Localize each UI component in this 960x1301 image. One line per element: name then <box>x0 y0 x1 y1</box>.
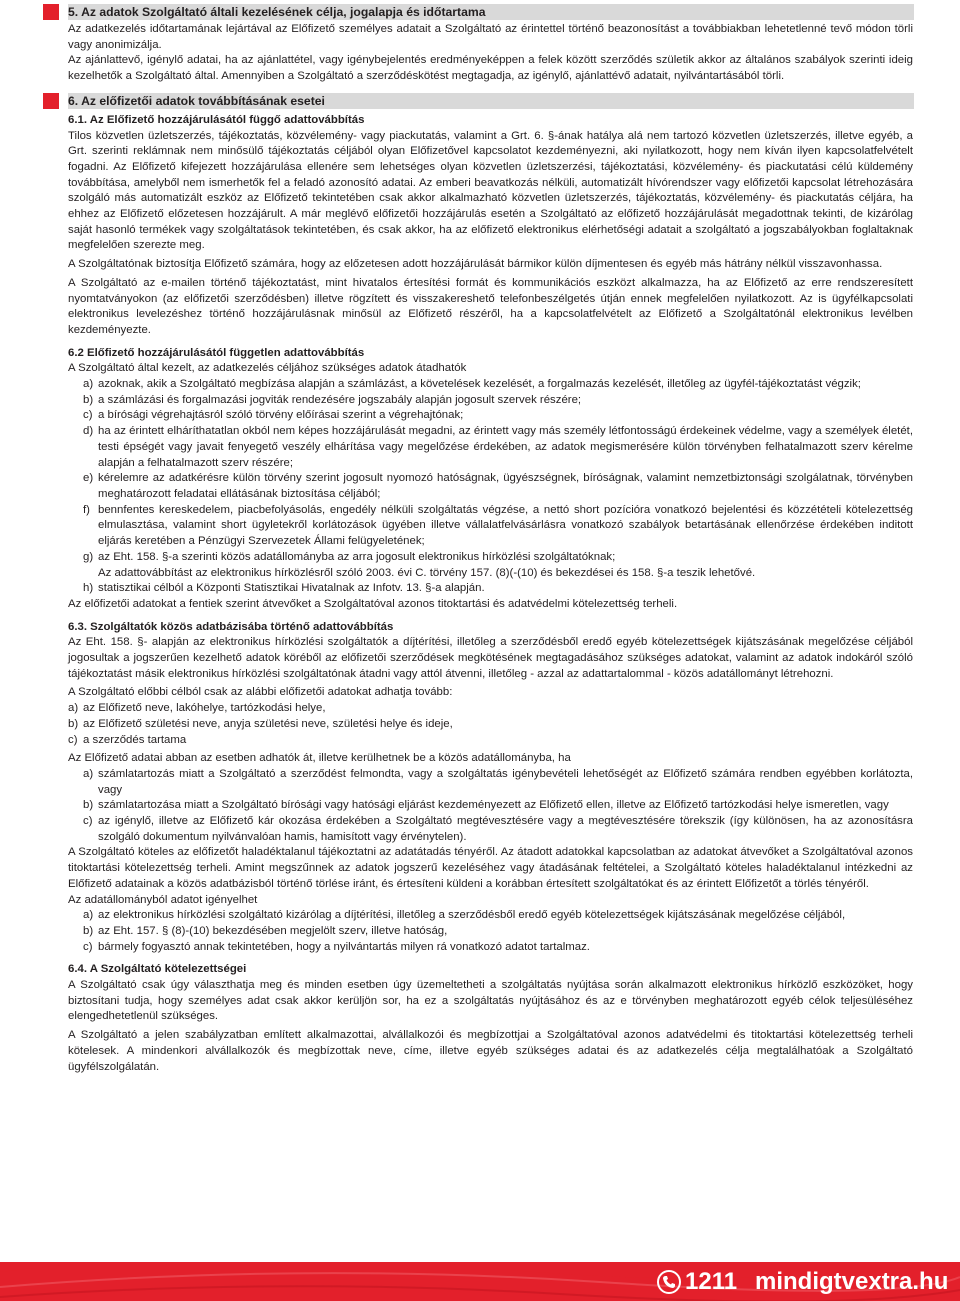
section-6-3-paragraph: Az Előfizető adatai abban az esetben adhatók át, illetve kerülhetnek be a közös adatállományba, ha <box>68 752 571 765</box>
list-item: c) az igénylő, illetve az Előfizető kár okozása érdekében a Szolgáltató megtévesztésére vagy a megtévesztésére törekszik (így különösen, ha az azonosításra szolgáló dokumentum nyilvánvalóan hamis, hamisított vagy érvénytelen). <box>83 815 913 843</box>
list-item: b) az Eht. 157. § (8)-(10) bekezdésében megjelölt szerv, illetve hatóság, <box>83 924 448 937</box>
list-item: a) azoknak, akik a Szolgáltató megbízása alapján a számlázást, a követelések kezelését, a forgalmazás kezelését, illetőleg az ügyfél-tájékoztatást végzik; <box>83 378 861 391</box>
list-item: c) a bírósági végrehajtásról szóló törvény előírásai szerint a végrehajtónak; <box>83 409 464 422</box>
section-6-3-paragraph: A Szolgáltató köteles az előfizetőt haladéktalanul tájékoztatni az adatátadás tényéről. Az átadott adatokkal kapcsolatban az adatokat átvevőket a Szolgáltatóval azonos titoktartási kötelezettség terheli. Amint megszűnnek az adatok jogszerű kezeléséhez vagy átadásának feltételei, a Szolgáltató köteles haladéktalanul intézkedni az Előfizető adatainak a közös adatbázisból történő törlése iránt, és értesíteni küldeni a korábban értesített szolgáltatókat és az érintett Előfizetőt a törlés tényéről. <box>68 846 913 890</box>
section-6-3-paragraph: A Szolgáltató előbbi célból csak az alábbi előfizetői adatokat adhatja tovább: <box>68 686 453 699</box>
document-content <box>68 4 913 1075</box>
section-6-4-paragraph: A Szolgáltató csak úgy választhatja meg és minden esetben úgy üzemeltetheti a szolgáltatás nyújtása során alkalmazott elektronikus hírközlő eszközöket, hogy biztosítani tudja, hogy személyes adat csak akkor kerüljön sor, ha ez a szolgáltatás nyújtásához és az e törvényben meghatározott egyéb célok teljesüléséhez elengedhetetlenül szükséges. <box>68 979 913 1023</box>
list-item: b) a számlázási és forgalmazási jogviták rendezésére jogszabály alapján jogosult szervek részére; <box>83 393 582 406</box>
section-6-1-heading: 6.1. Az Előfizető hozzájárulásától függő adattovábbítás <box>68 113 365 126</box>
section-5-paragraph: Az ajánlattevő, igénylő adatai, ha az ajánlattétel, vagy igénybejelentés eredményeképpen a felek között szerződés születik akkor az általános szabályok szerinti ideig kezelhetők a Szolgáltató által. Amennyiben a Szolgáltató a szerződéskötést megtagadja, az igénylő, ajánlattévő adatait, nyilvántartásából törli. <box>68 54 913 83</box>
list-item: Az adattovábbítást az elektronikus hírközlésről szóló 2003. évi C. törvény 157. (8)(-(10) és bekezdései és 158. §-a teszik lehetővé. <box>98 566 756 579</box>
section-5-paragraph: Az adatkezelés időtartamának lejártával az Előfizető személyes adatait a Szolgáltató az érintettel történő beazonosítást a továbbiakban lehetetlenné tevő módon törli vagy anonimizálja. <box>68 23 913 51</box>
list-item: f) bennfentes kereskedelem, piacbefolyásolás, engedély nélküli szolgáltatás végzése, a nettó short pozícióra vonatkozó bejelentési és közzétételi kötelezettség elmulasztása, valamint short ügyletekről korlátozások ügyében illetve vállalatfelvásárlásra vonatkozó szabályok betartásának ellenőrzése érdekében inditott eljárás keretében a Pénzügyi Szervezetek Állami felügyeletének; <box>83 503 913 548</box>
section-6-2-outro: Az előfizetői adatokat a fentiek szerint átvevőket a Szolgáltatóval azonos titoktartási és adatvédelmi kötelezettség terheli. <box>68 597 678 610</box>
list-item: c) a szerződés tartama <box>68 733 187 746</box>
section-6-1-paragraph: A Szolgáltató az e-mailen történő tájékoztatást, mint hivatalos értesítési formát és kommunikációs eszközt alkalmazza, ha az Előfizető az erre rendszeresített nyomtatványokon (az előfizetői szerződésben) illetve rögzített és visszakereshető telefonbeszélgetés útján ennek megfelelően nyilatkozott. Az is ügyfélkapcsolati elektronikus levelezéshez történő hozzájárulásnak minősül az Előfizető részéről, ha a kapcsolatfelvételt az Előfizető a Szolgáltatónál elektronikus levélben kezdeményezte. <box>68 276 913 336</box>
section-6-2-intro: A Szolgáltató által kezelt, az adatkezelés céljához szükséges adatok átadhatók <box>68 362 467 375</box>
list-item: b) az Előfizető születési neve, anyja születési neve, születési helye és ideje, <box>68 717 453 730</box>
section-6-3-list-1 <box>68 701 913 748</box>
section-6-2-list <box>68 377 913 597</box>
section-5-heading: 5. Az adatok Szolgáltató általi kezelésének célja, jogalapja és időtartama <box>68 4 914 20</box>
list-item: d) ha az érintett elháríthatatlan okból nem képes hozzájárulását megadni, az érintett vagy más személy létfontosságú érdekeinek védelme, vagy a személyek életét, testi épségét vagy javait fenyegető veszély elhárítása vagy megelőzése érdekében, az adatok megismerésére külön törvényben felhatalmazott szerv kérelme alapján a felhatalmazott szerv részére; <box>83 425 913 469</box>
list-item: h) statisztikai célból a Központi Statisztikai Hivatalnak az Infotv. 13. §-a alapján. <box>83 582 485 595</box>
list-item: c) bármely fogyasztó annak tekintetében, hogy a nyilvántartás milyen rá vonatkozó adatot tartalmaz. <box>83 940 590 953</box>
section-6-3-heading: 6.3. Szolgáltatók közös adatbázisába történő adattovábbítás <box>68 620 394 633</box>
footer-bar <box>0 1262 960 1301</box>
list-item: a) az Előfizető neve, lakóhelye, tartózkodási helye, <box>68 702 326 715</box>
section-6-3-paragraph: Az Eht. 158. §- alapján az elektronikus hírközlési szolgáltatók a díjtérítési, illetőleg a szerződésből eredő egyéb kötelezettségek kijátszásának megelőzése céljából jogosultak a jogszerűen kezelhető adatok köréből az előfizetői szerződések megkötésének megtagadásához szükséges adatokat, valamint az adatok indokáról szóló tájékoztatást másik elektronikus hírközlési szolgáltatónak átadni vagy attól átvenni, illetőleg - azzal az adattartalommal - közös adatállományt létrehozni. <box>68 636 913 680</box>
section-6-3-paragraph: Az adatállományból adatot igényelhet <box>68 893 258 906</box>
list-item: a) az elektronikus hírközlési szolgáltató kizárólag a díjtérítési, illetőleg a szerződésből eredő egyéb kötelezettségek kijátszásának megelőzése céljából, <box>83 909 846 922</box>
list-item: g) az Eht. 158. §-a szerinti közös adatállományba az arra jogosult elektronikus hírközlési szolgáltatóknak; <box>83 550 616 563</box>
list-item: a) számlatartozás miatt a Szolgáltató a szerződést felmondta, vagy a szolgáltatás igénybevételi lehetőségét az Előfizető számára rendben egyébben korlátozta, vagy <box>83 767 913 796</box>
section-6-3-list-2 <box>68 767 913 846</box>
footer-phone-number: 1211 <box>685 1268 738 1295</box>
section-6-heading: 6. Az előfizetői adatok továbbításának esetei <box>68 93 914 109</box>
section-6-1-paragraph: A Szolgáltatónak biztosítja Előfizető számára, hogy az előzetesen adott hozzájárulását bármikor külön díjmentesen és egyéb más hátrány nélkül visszavonhassa. <box>68 258 883 271</box>
section-6-2-heading: 6.2 Előfizető hozzájárulásától független adattovábbítás <box>68 346 365 359</box>
list-item: b) számlatartozása miatt a Szolgáltató bírósági vagy hatósági eljárást kezdeményezett az Előfizető ellen, illetve az Előfizető tartózkodási helye ismeretlen, vagy <box>83 799 889 812</box>
footer-phone[interactable] <box>657 1268 737 1296</box>
section-6-4-heading: 6.4. A Szolgáltató kötelezettségei <box>68 963 247 976</box>
phone-icon <box>657 1270 681 1294</box>
section-6-4-paragraph: A Szolgáltató a jelen szabályzatban említett alkalmazottai, alvállalkozói és megbízottjai a Szolgáltatóval azonos adatvédelmi és titoktartási kötelezettség terheli kötelesek. A mindenkori alvállalkozók és megbízottak neve, címe, illetve egyéb szükséges adatai és az adatkezelés célja megtalálhatóak a Szolgáltató ügyfélszolgálatán. <box>68 1029 913 1073</box>
list-item: e) kérelemre az adatkérésre külön törvény szerint jogosult nyomozó hatóságnak, ügyészségnek, bíróságnak, valamint nemzetbiztonsági szolgálatnak, törvényben meghatározott feladatai ellátásának biztosítása céljából; <box>83 472 913 500</box>
section-6-3-list-3 <box>68 908 913 955</box>
footer-website-link[interactable]: mindigtvextra.hu <box>755 1268 949 1295</box>
section-6-1-paragraph: Tilos közvetlen üzletszerzés, tájékoztatás, közvélemény- vagy piackutatás, valamint a Grt. 6. §-ának hatálya alá nem tartozó közvetlen üzletszerzés, illetve egyéb, a Grt. szerinti reklámnak nem minősülő tájékoztatás céljából olyan Előfizetővel kapcsolatot kezdeményezni, aki nyilatkozott, hogy nem kíván ilyen kapcsolatfelvételt fogadni. Az Előfizető kifejezett hozzájárulása ellenére sem lehetséges olyan közvetlen üzletszerzési, tájékoztatási, közvélemény- és piackutatási célú küldemény továbbítása, amelyből nem ismerhetők fel a feladó azonosító adatai. Az emberi beavatkozás nélküli, automatizált hívórendszer vagy előfizetői kapcsolat létrehozására szolgáló más automatizált eszköz az Előfizető tekintetében csak akkor alkalmazható közvetlen üzletszerzés, tájékoztatás, közvélemény- és piackutatás céljára, ha ehhez az Előfizető előzetesen hozzájárult. A már meglévő előfizetői hozzájárulás esetén a Szolgáltató az előfizető hozzájárulását megadottnak tekinti, de kizárólag saját hasonló termékek vagy szolgáltatások tekintetében, és csak akkor, ha az előfizető elektronikus elérhetőségi adatait a szolgáltató a jogszabályokban foglaltaknak megfelelően szerezte meg. <box>68 129 913 252</box>
